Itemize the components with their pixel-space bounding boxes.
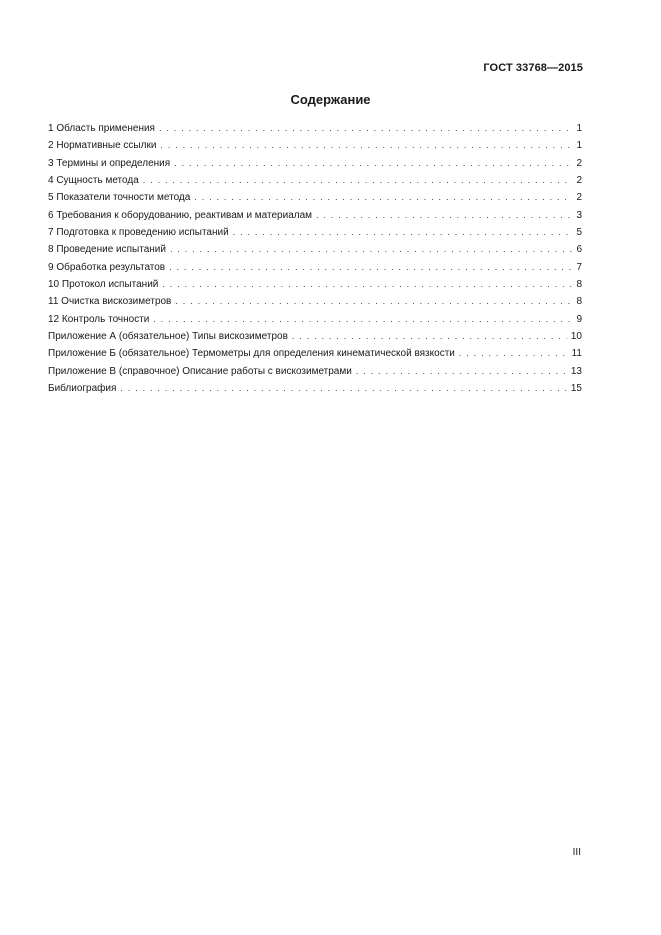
toc-entry bbox=[48, 137, 582, 154]
toc-entry-label: 7 Подготовка к проведению испытаний bbox=[48, 227, 229, 239]
toc-entry bbox=[48, 155, 582, 172]
page-title: Содержание bbox=[290, 92, 371, 107]
toc-entry bbox=[48, 207, 582, 224]
toc-leader-dots bbox=[233, 224, 573, 241]
toc-entry-label: 5 Показатели точности метода bbox=[48, 192, 191, 204]
toc-entry-page: 5 bbox=[576, 227, 582, 239]
toc-entry-page: 3 bbox=[576, 209, 582, 221]
toc-entry-label: Приложение А (обязательное) Типы вискозиметров bbox=[48, 331, 288, 343]
toc-entry bbox=[48, 328, 582, 345]
toc-leader-dots bbox=[143, 172, 573, 189]
toc-entry bbox=[48, 189, 582, 206]
toc-entry bbox=[48, 259, 582, 276]
toc-entry-page: 11 bbox=[571, 348, 582, 360]
toc-entry bbox=[48, 120, 582, 137]
toc-leader-dots bbox=[159, 120, 572, 137]
toc-entry-page: 10 bbox=[570, 331, 582, 343]
toc-entry-label: 2 Нормативные ссылки bbox=[48, 140, 157, 152]
toc-entry-label: 4 Сущность метода bbox=[48, 175, 139, 187]
toc-entry bbox=[48, 363, 582, 380]
toc-entry-label: Приложение В (справочное) Описание работы с вискозиметрами bbox=[48, 365, 352, 377]
toc-leader-dots bbox=[160, 137, 572, 154]
toc-entry-page: 1 bbox=[576, 140, 582, 152]
toc-leader-dots bbox=[175, 293, 572, 310]
toc-entry-label: 12 Контроль точности bbox=[48, 313, 150, 325]
toc-entry bbox=[48, 241, 582, 258]
toc-leader-dots bbox=[170, 241, 572, 258]
toc-entry-label: 11 Очистка вискозиметров bbox=[48, 296, 172, 308]
toc-entry bbox=[48, 276, 582, 293]
toc-entry-page: 2 bbox=[576, 192, 582, 204]
toc-entry-page: 13 bbox=[570, 365, 582, 377]
toc-leader-dots bbox=[162, 276, 572, 293]
toc-entry-page: 7 bbox=[576, 261, 582, 273]
toc-entry-label: 8 Проведение испытаний bbox=[48, 244, 166, 256]
toc-leader-dots bbox=[356, 363, 567, 380]
toc-entry-page: 8 bbox=[576, 296, 582, 308]
toc-entry-page: 6 bbox=[576, 244, 582, 256]
toc-entry-label: Приложение Б (обязательное) Термометры для определения кинематической вязкости bbox=[48, 348, 455, 360]
toc-leader-dots bbox=[316, 207, 572, 224]
toc-entry-page: 15 bbox=[570, 383, 582, 395]
toc-leader-dots bbox=[194, 189, 572, 206]
toc-leader-dots bbox=[120, 380, 566, 397]
toc-leader-dots bbox=[459, 345, 568, 362]
toc-entry-label: Библиография bbox=[48, 383, 117, 395]
toc-entry bbox=[48, 224, 582, 241]
document-designation: ГОСТ 33768—2015 bbox=[483, 62, 583, 74]
toc-leader-dots bbox=[153, 311, 572, 328]
toc-entry-page: 8 bbox=[576, 279, 582, 291]
toc-entry bbox=[48, 311, 582, 328]
table-of-contents bbox=[48, 120, 582, 398]
toc-entry-label: 3 Термины и определения bbox=[48, 157, 171, 169]
toc-entry-label: 9 Обработка результатов bbox=[48, 261, 166, 273]
toc-entry bbox=[48, 172, 582, 189]
toc-leader-dots bbox=[169, 259, 572, 276]
toc-leader-dots bbox=[292, 328, 567, 345]
toc-entry-page: 9 bbox=[576, 313, 582, 325]
toc-entry bbox=[48, 345, 582, 362]
toc-entry-page: 2 bbox=[576, 175, 582, 187]
toc-entry bbox=[48, 380, 582, 397]
toc-leader-dots bbox=[174, 155, 572, 172]
toc-entry-label: 1 Область применения bbox=[48, 123, 155, 134]
page-number: III bbox=[572, 847, 581, 858]
toc-entry bbox=[48, 293, 582, 310]
toc-entry-page: 2 bbox=[576, 157, 582, 169]
toc-entry-label: 6 Требования к оборудованию, реактивам и материалам bbox=[48, 209, 313, 221]
toc-entry-label: 10 Протокол испытаний bbox=[48, 279, 159, 291]
toc-entry-page: 1 bbox=[576, 123, 582, 134]
